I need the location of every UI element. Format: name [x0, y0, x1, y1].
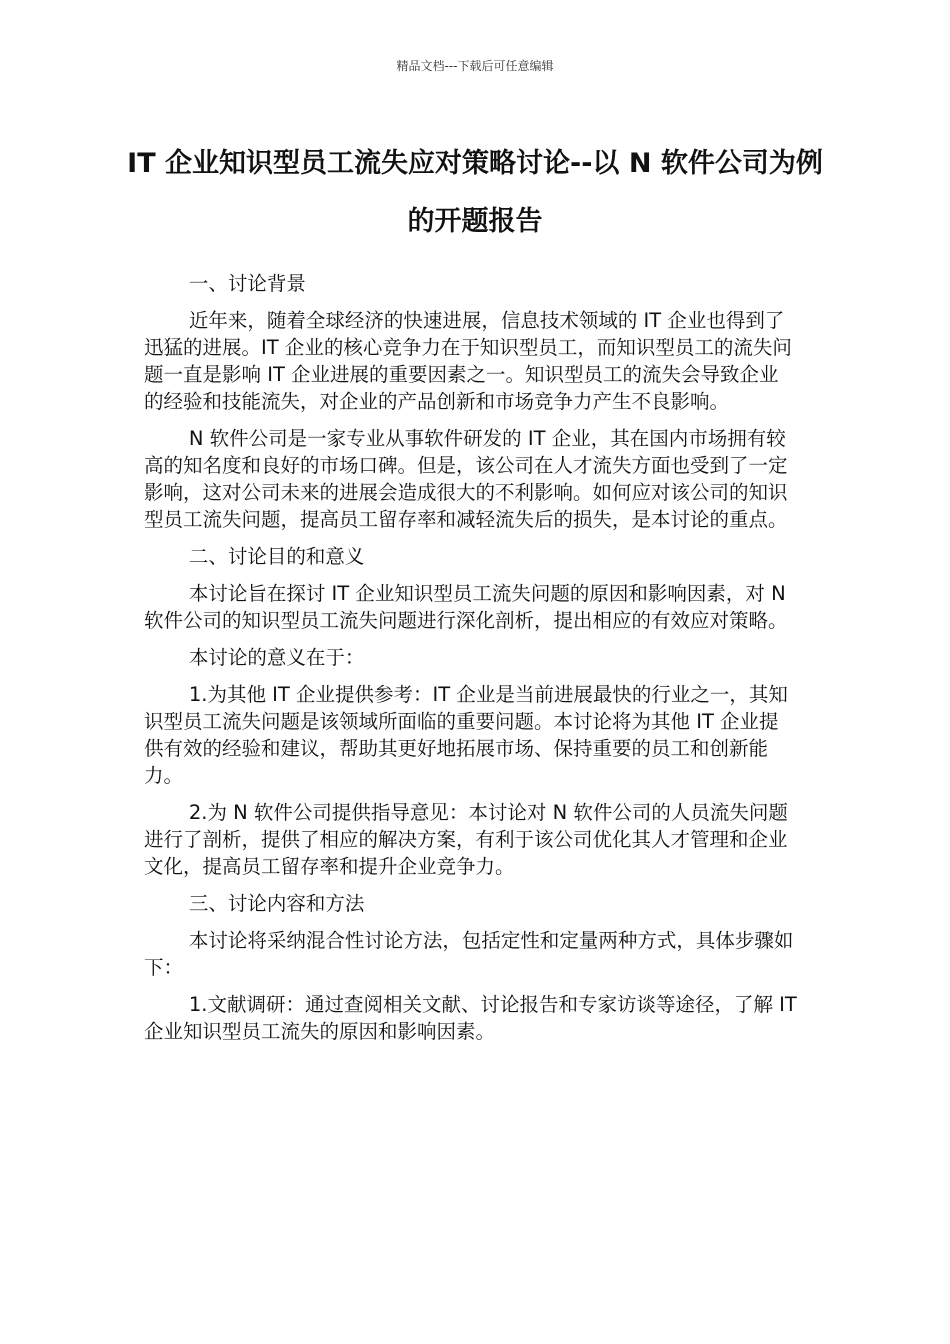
header-note: 精品文档---下载后可任意编辑: [396, 59, 554, 73]
section-heading-methods: 三、讨论内容和方法: [188, 892, 365, 915]
paragraph-significance-2: 2.为 N 软件公司提供指导意见：本讨论对 N 软件公司的人员流失问题进行了剖析，提供了相应的解决方案，有利于该公司优化其人才管理和企业文化，提高员工留存率和提升企业竞争力。: [144, 801, 788, 878]
document-title: IT 企业知识型员工流失应对策略讨论--以 N 软件公司为例的开题报告: [127, 148, 823, 237]
paragraph-significance-1: 1.为其他 IT 企业提供参考：IT 企业是当前进展最快的行业之一，其知识型员工流失问题是该领域所面临的重要问题。本讨论将为其他 IT 企业提供有效的经验和建议，帮助其更好地拓展市场、保持重要的员工和创新能力。: [144, 683, 788, 787]
section-heading-background: 一、讨论背景: [188, 272, 306, 295]
paragraph-methods-intro: 本讨论将采纳混合性讨论方法，包括定性和定量两种方式，具体步骤如下：: [144, 929, 794, 979]
section-heading-purpose: 二、讨论目的和意义: [188, 545, 365, 568]
document-body: [144, 270, 798, 1055]
paragraph-purpose: 本讨论旨在探讨 IT 企业知识型员工流失问题的原因和影响因素，对 N 软件公司的知识型员工流失问题进行深化剖析，提出相应的有效应对策略。: [144, 582, 788, 632]
paragraph-background-1: 近年来，随着全球经济的快速进展，信息技术领域的 IT 企业也得到了迅猛的进展。IT 企业的核心竞争力在于知识型员工，而知识型员工的流失问题一直是影响 IT 企业进展的重要因素之一。知识型员工的流失会导致企业的经验和技能流失，对企业的产品创新和市场竞争力产生不良影响。: [144, 309, 792, 413]
paragraph-significance-intro: 本讨论的意义在于：: [188, 646, 365, 669]
paragraph-background-2: N 软件公司是一家专业从事软件研发的 IT 企业，其在国内市场拥有较高的知名度和良好的市场口碑。但是，该公司在人才流失方面也受到了一定影响，这对公司未来的进展会造成很大的不利影响。如何应对该公司的知识型员工流失问题，提高员工留存率和减轻流失后的损失，是本讨论的重点。: [144, 427, 788, 531]
paragraph-methods-1: 1.文献调研：通过查阅相关文献、讨论报告和专家访谈等途径，了解 IT 企业知识型员工流失的原因和影响因素。: [144, 993, 797, 1043]
